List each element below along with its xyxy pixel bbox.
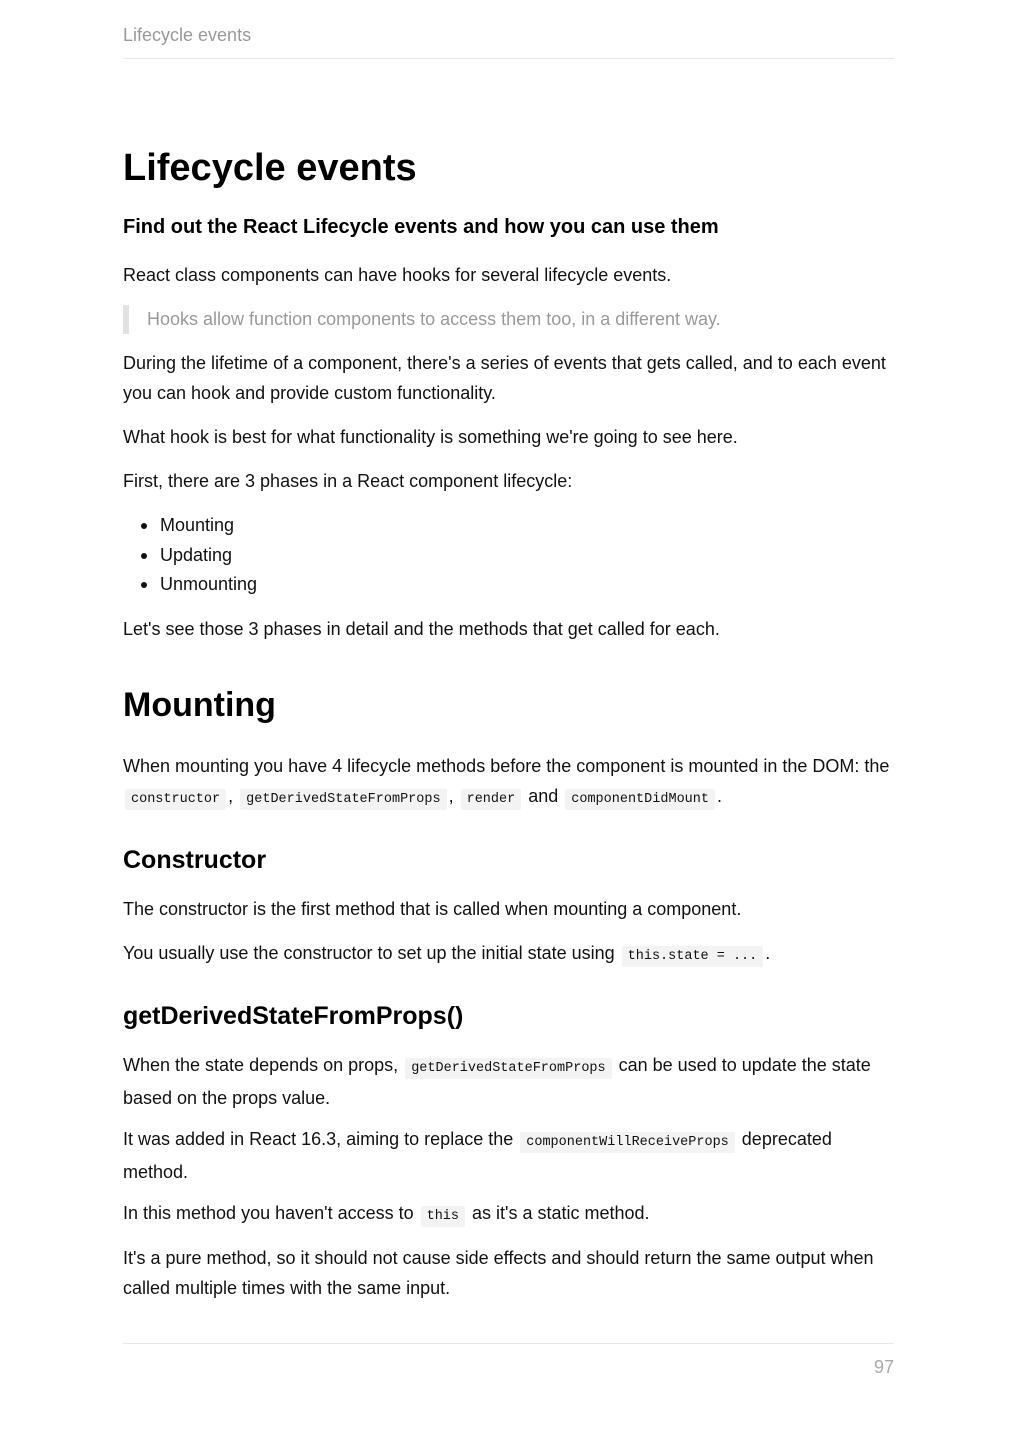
page-title: Lifecycle events <box>123 147 417 189</box>
text-segment: . <box>765 943 771 963</box>
blockquote: Hooks allow function components to access them too, in a different way. <box>123 305 894 334</box>
lifetime-paragraph: During the lifetime of a component, there's a series of events that gets called, and to each event you can hook and provide custom functionality. <box>123 353 886 403</box>
text-segment: When mounting you have 4 lifecycle methods before the component is mounted in the DOM: the <box>123 756 890 776</box>
mounting-paragraph <box>123 752 894 814</box>
gdsfp-paragraph-1 <box>123 1051 894 1113</box>
text-segment: as it's a static method. <box>467 1203 650 1223</box>
text-segment: In this method you haven't access to <box>123 1203 419 1223</box>
phases-list <box>123 511 894 600</box>
gdsfp-heading: getDerivedStateFromProps() <box>123 1002 464 1030</box>
list-item: Mounting <box>123 511 894 541</box>
page-number: 97 <box>873 1357 894 1377</box>
text-segment: and <box>523 785 564 806</box>
gdsfp-paragraph-3 <box>123 1199 894 1232</box>
gdsfp-paragraph-4 <box>123 1244 894 1303</box>
page-subtitle: Find out the React Lifecycle events and how you can use them <box>123 216 719 238</box>
detail-paragraph: Let's see those 3 phases in detail and the methods that get called for each. <box>123 619 720 639</box>
inline-code: componentWillReceiveProps <box>520 1132 735 1153</box>
running-header: Lifecycle events <box>123 25 252 45</box>
constructor-paragraph-1 <box>123 895 894 925</box>
text-segment: You usually use the constructor to set up the initial state using <box>123 943 620 963</box>
inline-code: getDerivedStateFromProps <box>405 1058 611 1079</box>
text-segment: It was added in React 16.3, aiming to replace the <box>123 1129 519 1149</box>
constructor-paragraph-2 <box>123 939 894 972</box>
text-segment: . <box>716 785 722 806</box>
inline-code: render <box>461 789 522 810</box>
text-segment: can be used to update the state based on the props value. <box>123 1055 871 1108</box>
mounting-heading: Mounting <box>123 686 276 724</box>
text-segment: , <box>448 785 459 806</box>
constructor-heading: Constructor <box>123 846 267 874</box>
list-item: Updating <box>123 541 894 571</box>
inline-code: constructor <box>125 789 226 810</box>
gdsfp-paragraph-2 <box>123 1125 894 1187</box>
text-segment: The constructor is the first method that is called when mounting a component. <box>123 899 742 919</box>
text-segment: , <box>228 785 239 806</box>
text-segment: When the state depends on props, <box>123 1055 404 1075</box>
inline-code: componentDidMount <box>565 789 715 810</box>
inline-code: this <box>421 1206 465 1227</box>
intro-paragraph: React class components can have hooks for several lifecycle events. <box>123 265 672 285</box>
inline-code: this.state = ... <box>622 946 764 967</box>
phases-paragraph: First, there are 3 phases in a React component lifecycle: <box>123 471 573 491</box>
what-hook-paragraph: What hook is best for what functionality is something we're going to see here. <box>123 427 738 447</box>
list-item: Unmounting <box>123 570 894 600</box>
text-segment: deprecated method. <box>123 1129 832 1182</box>
text-segment: It's a pure method, so it should not cause side effects and should return the same output when called multiple times with the same input. <box>123 1248 874 1298</box>
inline-code: getDerivedStateFromProps <box>240 789 446 810</box>
header-divider <box>123 58 894 59</box>
footer-divider <box>123 1343 894 1344</box>
